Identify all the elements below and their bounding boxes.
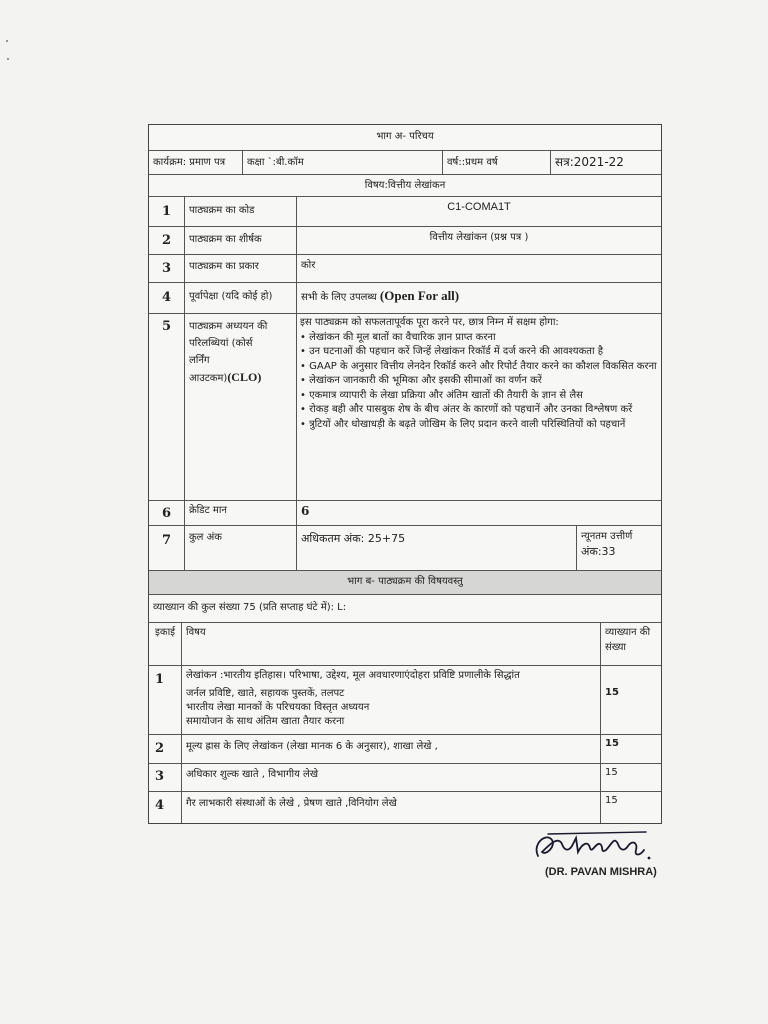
unit-row (149, 735, 661, 764)
unit-lectures: 15 (605, 795, 618, 806)
marks-row (149, 526, 661, 571)
clo-label-line: लर्निंग (189, 355, 210, 366)
clo-row (149, 314, 661, 501)
detail-label: पाठ्यक्रम का शीर्षक (185, 227, 297, 254)
unit-lectures: 15 (605, 767, 618, 778)
scan-specks (6, 40, 10, 70)
prerequisite (297, 283, 661, 313)
lecture-total: व्याख्यान की कुल संख्या 75 (प्रति सप्ताह घंटे में): L: (153, 602, 347, 613)
credit-value: 6 (301, 504, 310, 518)
unit-topic-line: जर्नल प्रविष्टि, खाते, सहायक पुस्तकें, तलपट (186, 688, 345, 699)
unit-topic: गैर लाभकारी संस्थाओं के लेखे , प्रेषण खाते ,विनियोग लेखे (182, 792, 601, 823)
clo-intro: इस पाठ्यक्रम को सफलतापूर्वक पूरा करने पर, छात्र निम्न में सक्षम होगा: (300, 317, 559, 328)
part-b-heading-row (149, 571, 661, 595)
clo-point: • त्रुटियों और धोखाधड़ी के बढ़ते जोखिम के लिए प्रदान करने वाली परिस्थितियों को पहचानें (300, 418, 626, 430)
program-label: कार्यक्रम: प्रमाण पत्र (149, 151, 243, 174)
clo-list (300, 331, 658, 433)
clo-point: • रोकड़ बही और पासबुक शेष के बीच अंतर के कारणों को पहचानें और उनका विश्लेषण करें (300, 404, 633, 415)
detail-label: पूर्वापेक्षा (यदि कोई हो) (185, 283, 297, 313)
clo-label-line: पाठ्यक्रम अध्ययन की (189, 321, 268, 332)
credit-label: क्रेडिट मान (185, 501, 297, 525)
clo-label (185, 314, 297, 500)
part-a-heading-row (149, 125, 661, 151)
clo-point: • लेखांकन की मूल बातों का वैचारिक ज्ञान प्राप्त करना (300, 331, 496, 343)
detail-label: पाठ्यक्रम का प्रकार (185, 255, 297, 282)
unit-column-header: इकाई (149, 623, 182, 665)
part-a-heading: भाग अ- परिचय (376, 131, 434, 142)
clo-point: • लेखांकन जानकारी की भूमिका और इसकी सीमाओं का वर्णन करें (300, 375, 542, 386)
course-type: कोर (301, 260, 316, 271)
topic-column-header: विषय (182, 623, 601, 665)
unit-lectures: 15 (605, 738, 619, 749)
prerequisite-english: (Open For all) (379, 288, 460, 303)
clo-label-line (189, 369, 292, 387)
unit-number: 3 (149, 764, 182, 791)
unit-number: 2 (149, 735, 182, 763)
lectures-column-header: व्याख्यान की संख्या (605, 627, 651, 653)
unit-topic: अधिकार शुल्क खाते , विभागीय लेखे (182, 764, 601, 791)
clo-label-text: आउटकम) (189, 373, 228, 384)
unit-topic-line: लेखांकन :भारतीय इतिहास। परिभाषा, उद्देश्य, मूल अवधारणाएंदोहरा प्रविष्टि प्रणालीके सिद्धांत (186, 670, 520, 681)
course-code: C1-COMA1T (447, 201, 511, 213)
detail-row (149, 255, 661, 283)
unit-topic-line: भारतीय लेखा मानकों के परिचयका विस्तृत अध्ययन (186, 702, 370, 713)
max-marks: अधिकतम अंक: 25+75 (297, 526, 577, 570)
min-marks (577, 526, 661, 570)
unit-row (149, 666, 661, 735)
unit-row (149, 792, 661, 823)
course-title: वित्तीय लेखांकन (प्रश्न पत्र ) (429, 232, 529, 243)
session-label: सत्र:2021-22 (555, 155, 624, 169)
clo-point: • एकमात्र व्यापारी के लेखा प्रक्रिया और अंतिम खातों की तैयारी के ज्ञान से लैस (300, 389, 583, 401)
subject-row (149, 175, 661, 197)
unit-topic: मूल्य ह्रास के लिए लेखांकन (लेखा मानक 6 के अनुसार), शाखा लेखे , (182, 735, 601, 763)
detail-row (149, 283, 661, 314)
clo-abbreviation: (CLO) (227, 370, 262, 384)
prerequisite-text: सभी के लिए उपलब्ध (301, 292, 377, 303)
min-marks-value: अंक:33 (581, 545, 616, 558)
clo-description (297, 314, 661, 500)
detail-number: 3 (149, 255, 185, 282)
year-label: वर्ष::प्रथम वर्ष (443, 151, 551, 174)
signer-name: (DR. PAVAN MISHRA) (545, 866, 657, 878)
detail-number: 6 (149, 501, 185, 525)
units-header-row (149, 623, 661, 666)
subject-title: विषय:वित्तीय लेखांकन (364, 180, 446, 191)
program-info-row (149, 151, 661, 175)
detail-number: 7 (149, 526, 185, 570)
part-b-heading: भाग ब- पाठ्यक्रम की विषयवस्तु (347, 576, 463, 587)
unit-topic-line: समायोजन के साथ अंतिम खाता तैयार करना (186, 716, 345, 727)
clo-point: • GAAP के अनुसार वित्तीय लेनदेन रिकॉर्ड करने और रिपोर्ट तैयार करने का कौशल विकसित करना (300, 360, 657, 372)
lecture-total-row (149, 595, 661, 623)
syllabus-table (148, 124, 662, 824)
unit-number: 4 (149, 792, 182, 823)
detail-number: 4 (149, 283, 185, 313)
detail-row (149, 227, 661, 255)
min-marks-label: न्यूनतम उत्तीर्ण (581, 531, 633, 542)
clo-label-line: परिलब्धियां (कोर्स (189, 338, 253, 349)
unit-number: 1 (149, 666, 182, 734)
clo-point: • उन घटनाओं की पहचान करें जिन्हें लेखांकन रिकॉर्ड में दर्ज करने की आवश्यकता है (300, 346, 604, 357)
credit-row (149, 501, 661, 526)
detail-number: 5 (149, 314, 185, 500)
detail-number: 1 (149, 197, 185, 226)
unit-lectures: 15 (605, 687, 619, 698)
detail-number: 2 (149, 227, 185, 254)
signature-image (528, 822, 658, 872)
unit-topic (182, 666, 601, 734)
class-label: कक्षा `:बी.कॉम (243, 151, 443, 174)
detail-label: पाठ्यक्रम का कोड (185, 197, 297, 226)
detail-row (149, 197, 661, 227)
marks-label: कुल अंक (185, 526, 297, 570)
unit-row (149, 764, 661, 792)
